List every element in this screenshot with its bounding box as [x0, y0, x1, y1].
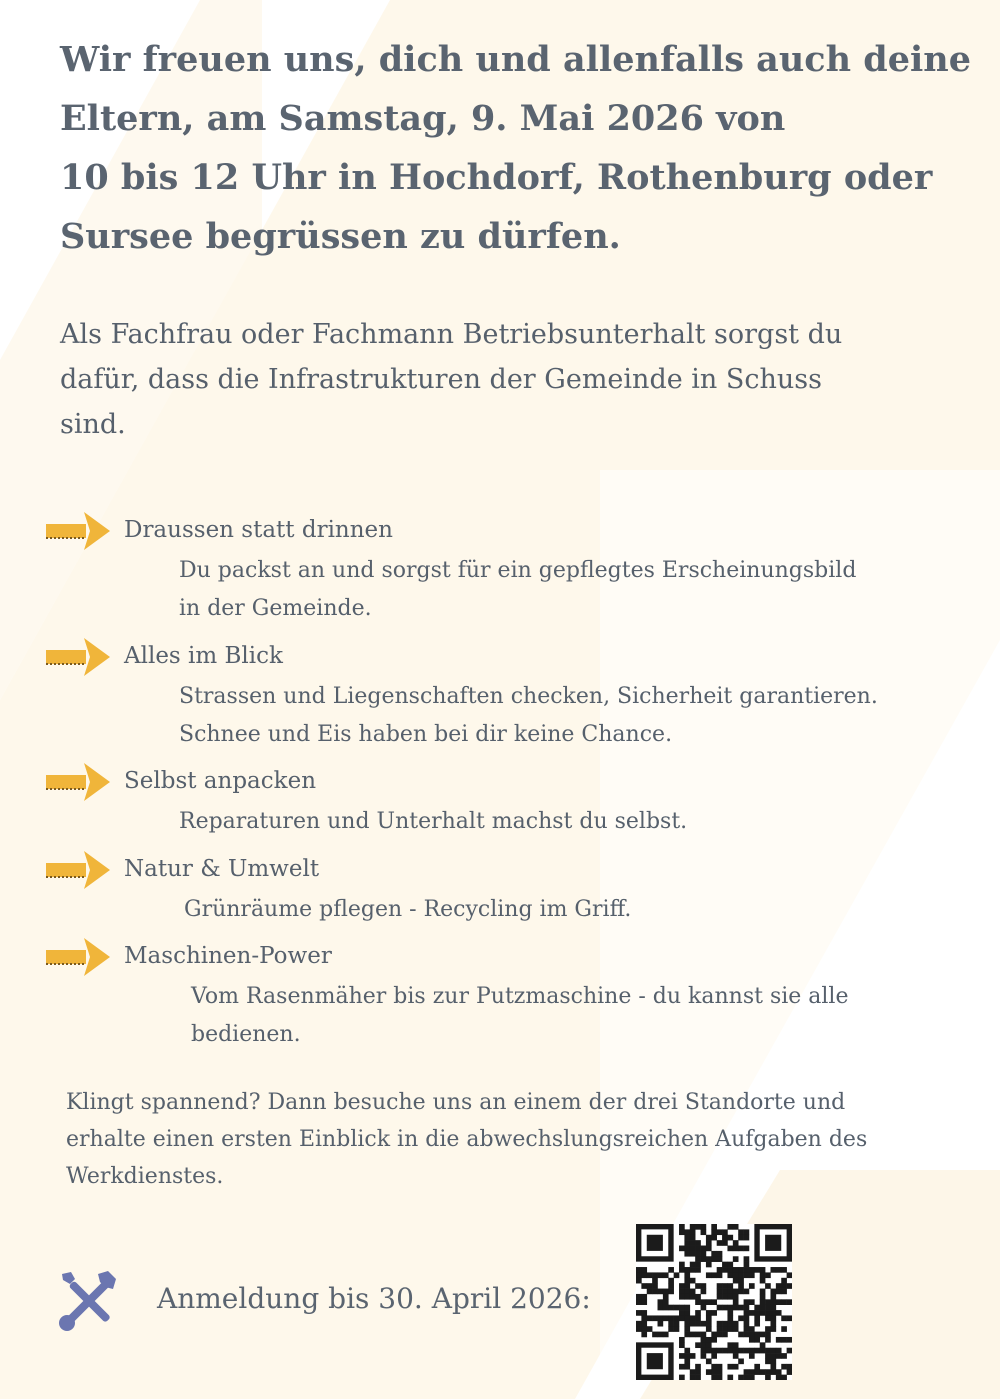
closing-line: erhalte einen ersten Einblick in die abwechslungsreichen Aufgaben des: [66, 1127, 868, 1152]
feature-description-line: Strassen und Liegenschaften checken, Sicherheit garantieren.: [179, 684, 878, 709]
closing-line: Werkdienstes.: [66, 1164, 224, 1189]
feature-description: [184, 891, 631, 929]
arrow-right-icon: [44, 936, 112, 978]
registration-label: Anmeldung bis 30. April 2026:: [157, 1282, 591, 1315]
feature-description-line: Du packst an und sorgst für ein gepflegtes Erscheinungsbild: [179, 558, 857, 583]
headline-line: 10 bis 12 Uhr in Hochdorf, Rothenburg oder: [60, 157, 933, 198]
headline-line: Wir freuen uns, dich und allenfalls auch deine: [60, 39, 971, 80]
intro-paragraph: [60, 312, 960, 447]
feature-description: [179, 803, 687, 841]
arrow-right-icon: [44, 636, 112, 678]
feature-title: Draussen statt drinnen: [124, 517, 393, 543]
headline-line: Sursee begrüssen zu dürfen.: [60, 216, 621, 257]
headline: [60, 30, 971, 266]
feature-title: Selbst anpacken: [124, 768, 317, 794]
intro-line: Als Fachfrau oder Fachmann Betriebsunterhalt sorgst du: [60, 319, 843, 350]
arrow-right-icon: [44, 761, 112, 803]
arrow-right-icon: [44, 510, 112, 552]
feature-description-line: bedienen.: [191, 1022, 301, 1047]
feature-description: [179, 678, 878, 754]
closing-paragraph: [66, 1084, 966, 1195]
feature-description-line: in der Gemeinde.: [179, 596, 372, 621]
feature-title: Natur & Umwelt: [124, 856, 320, 882]
intro-line: dafür, dass die Infrastrukturen der Gemeinde in Schuss: [60, 364, 822, 395]
tools-icon: [58, 1270, 120, 1332]
feature-description-line: Vom Rasenmäher bis zur Putzmaschine - du kannst sie alle: [191, 984, 849, 1009]
headline-line: Eltern, am Samstag, 9. Mai 2026 von: [60, 98, 786, 139]
feature-description: [191, 978, 849, 1054]
feature-title: Maschinen-Power: [124, 943, 332, 969]
closing-line: Klingt spannend? Dann besuche uns an einem der drei Standorte und: [66, 1090, 846, 1115]
arrow-right-icon: [44, 849, 112, 891]
feature-description-line: Grünräume pflegen - Recycling im Griff.: [184, 897, 632, 922]
feature-title: Alles im Blick: [124, 643, 283, 669]
feature-description: [179, 552, 856, 628]
qr-code-icon[interactable]: [636, 1224, 792, 1380]
feature-description-line: Schnee und Eis haben bei dir keine Chance.: [179, 722, 673, 747]
intro-line: sind.: [60, 409, 126, 440]
feature-description-line: Reparaturen und Unterhalt machst du selbst.: [179, 809, 688, 834]
